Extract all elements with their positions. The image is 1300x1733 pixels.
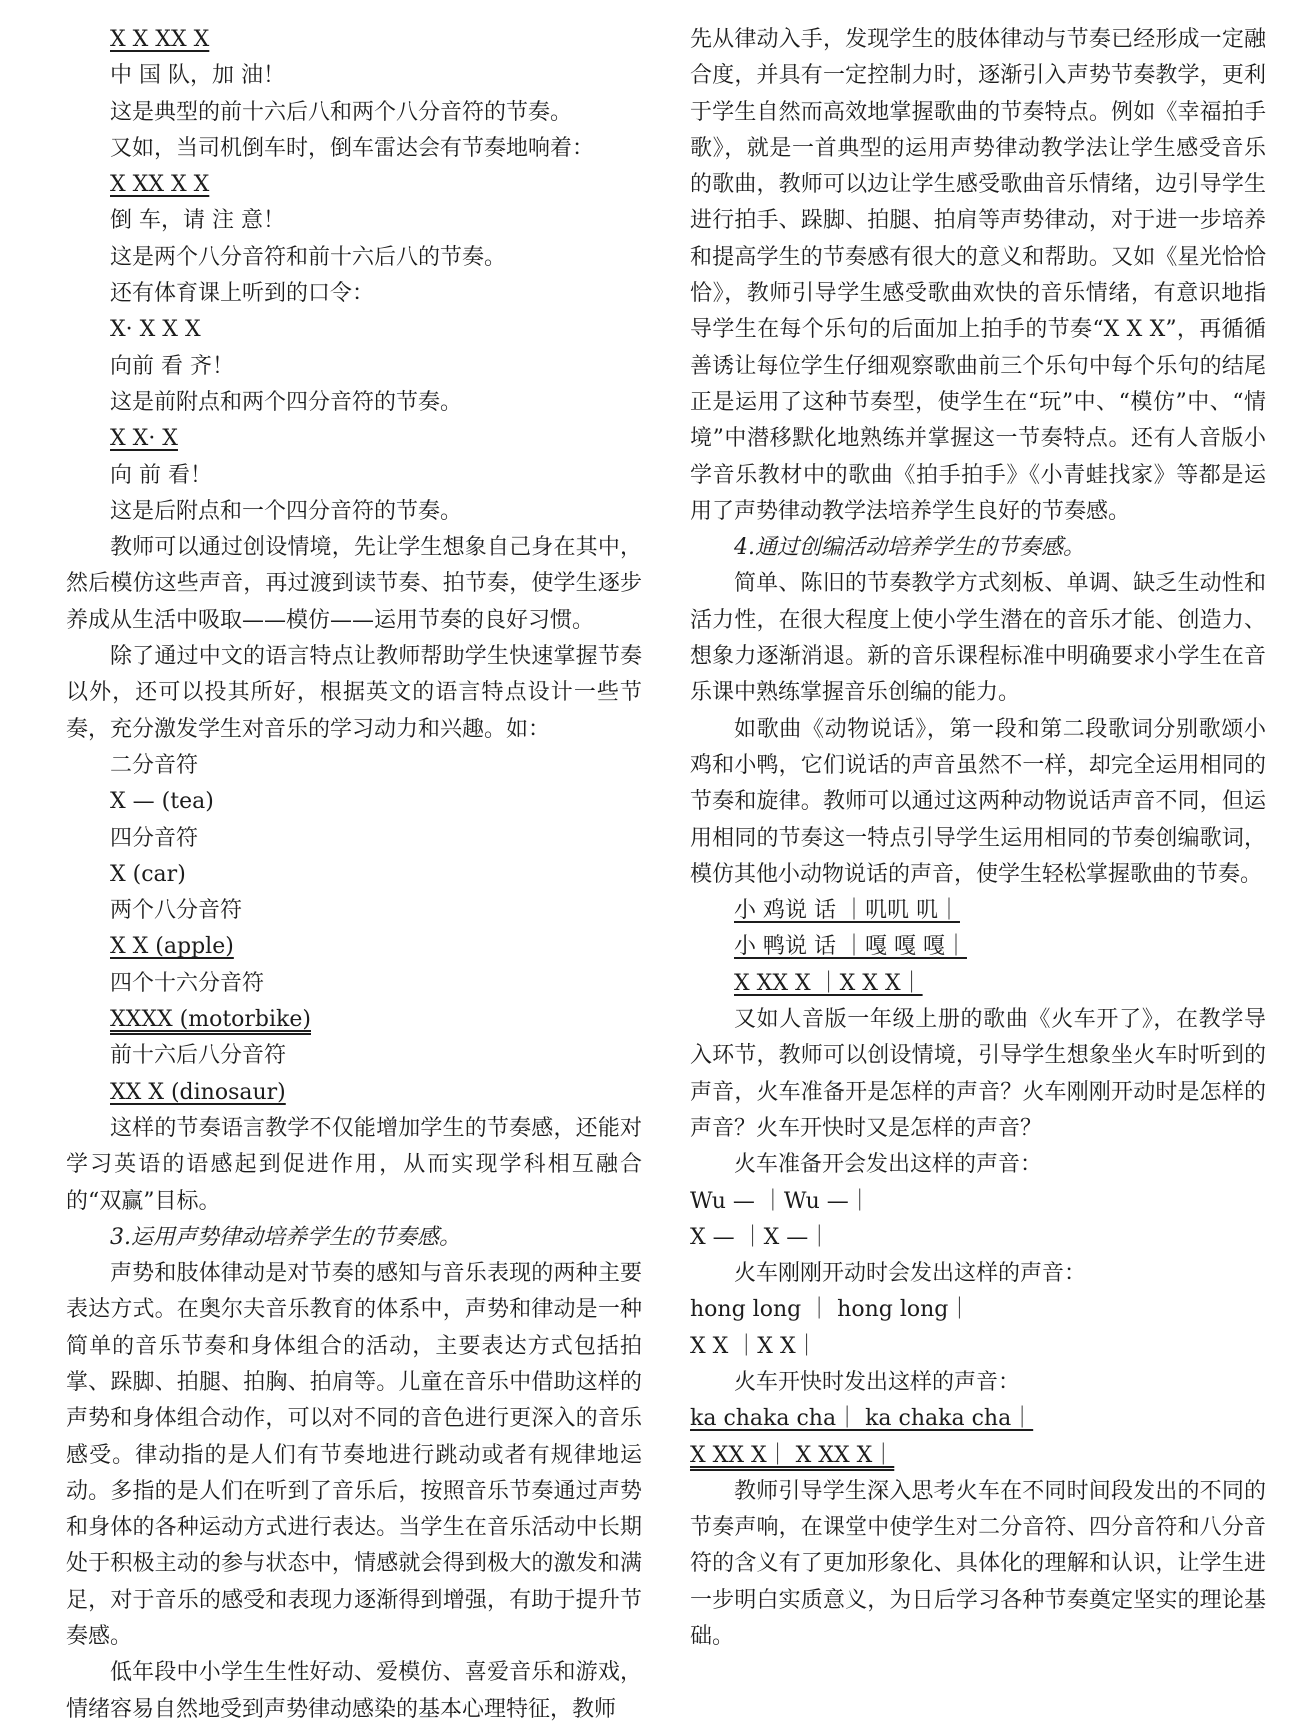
rhythm-notation: X X (apple) [110,934,234,960]
text-line: 二分音符 [110,752,199,778]
left-column [66,22,642,1728]
body-paragraph: 如歌曲《动物说话》，第一段和第二段歌词分别歌颂小鸡和小鸭，它们说话的声音虽然不一样，却完全运用相同的节奏和旋律。教师可以通过这两种动物说话声音不同，但运用相同的节奏这一特点引导学生运用相同的节奏创编歌词，模仿其他小动物说话的声音，使学生轻松掌握歌曲的节奏。 [690,716,1266,887]
lyric-line: 向前 看 齐！ [110,353,234,379]
text-line: 火车刚刚开动时会发出这样的声音： [734,1261,1087,1287]
rhythm-notation: 小 鸭说 话 ｜嘎 嘎 嘎｜ [734,934,967,960]
body-paragraph: 教师可以通过创设情境，先让学生想象自己身在其中，然后模仿这些声音，再过渡到读节奏、拍节奏，使学生逐步养成从生活中吸取——模仿——运用节奏的良好习惯。 [66,535,642,633]
rhythm-notation: ka chaka cha｜ ka chaka cha｜ [690,1406,1034,1432]
text-line: 这是典型的前十六后八和两个八分音符的节奏。 [110,99,573,125]
rhythm-notation: X XX X ｜X X X｜ [734,970,923,996]
rhythm-notation: 小 鸡说 话 ｜叽叽 叽｜ [734,898,960,924]
rhythm-notation: X· X X X [110,317,201,343]
text-line: 这是前附点和两个四分音符的节奏。 [110,389,463,415]
text-line: 火车准备开会发出这样的声音： [734,1152,1043,1178]
right-column [690,22,1266,1655]
rhythm-notation: X X· X [110,426,178,452]
body-paragraph: 又如人音版一年级上册的歌曲《火车开了》，在教学导入环节，教师可以创设情境，引导学生想象坐火车时听到的声音，火车准备开是怎样的声音？火车刚刚开动时是怎样的声音？火车开快时又是怎样的声音？ [690,1007,1266,1141]
text-line: 前十六后八分音符 [110,1043,287,1069]
section-heading: 4.通过创编活动培养学生的节奏感。 [734,535,1085,561]
rhythm-notation: X XX X｜ X XX X｜ [690,1442,895,1468]
body-paragraph: 简单、陈旧的节奏教学方式刻板、单调、缺乏生动性和活力性，在很大程度上使小学生潜在的音乐才能、创造力、想象力逐渐消退。新的音乐课程标准中明确要求小学生在音乐课中熟练掌握音乐创编的能力。 [690,571,1266,706]
rhythm-notation: hong long ｜ hong long｜ [690,1297,971,1323]
text-line: 这是后附点和一个四分音符的节奏。 [110,498,463,524]
text-line: 两个八分音符 [110,898,243,924]
text-line: 这是两个八分音符和前十六后八的节奏。 [110,244,507,270]
text-line: 又如，当司机倒车时，倒车雷达会有节奏地响着： [110,135,595,161]
body-paragraph: 教师引导学生深入思考火车在不同时间段发出的不同的节奏声响，在课堂中使学生对二分音符、四分音符和八分音符的含义有了更加形象化、具体化的理解和认识，让学生进一步明白实质意义，为日后学习各种节奏奠定坚实的理论基础。 [690,1478,1266,1650]
body-paragraph: 声势和肢体律动是对节奏的感知与音乐表现的两种主要表达方式。在奥尔夫音乐教育的体系中，声势和律动是一种简单的音乐节奏和身体组合的活动，主要表达方式包括拍掌、跺脚、拍腿、拍胸、拍肩等。儿童在音乐中借助这样的声势和身体组合动作，可以对不同的音色进行更深入的音乐感受。律动指的是人们有节奏地进行跳动或者有规律地运动。多指的是人们在听到了音乐后，按照音乐节奏通过声势和身体的各种运动方式进行表达。当学生在音乐活动中长期处于积极主动的参与状态中，情感就会得到极大的激发和满足，对于音乐的感受和表现力逐渐得到增强，有助于提升节奏感。 [66,1261,642,1650]
lyric-line: 倒 车，请 注 意！ [110,208,285,234]
text-line: 四分音符 [110,825,199,851]
body-paragraph: 这样的节奏语言教学不仅能增加学生的节奏感，还能对学习英语的语感起到促进作用，从而实现学科相互融合的“双赢”目标。 [66,1115,642,1214]
body-paragraph-continued: 先从律动入手，发现学生的肢体律动与节奏已经形成一定融合度，并具有一定控制力时，逐渐引入声势节奏教学，更利于学生自然而高效地掌握歌曲的节奏特点。例如《幸福拍手歌》，就是一首典型的运用声势律动教学法让学生感受音乐的歌曲，教师可以边让学生感受歌曲音乐情绪，边引导学生进行拍手、跺脚、拍腿、拍肩等声势律动，对于进一步培养和提高学生的节奏感有很大的意义和帮助。又如《星光恰恰恰》，教师引导学生感受歌曲欢快的音乐情绪，有意识地指导学生在每个乐句的后面加上拍手的节奏“X X X”，再循循善诱让每位学生仔细观察歌曲前三个乐句中每个乐句的结尾正是运用了这种节奏型，使学生在“玩”中、“模仿”中、“情境”中潜移默化地熟练并掌握这一节奏特点。还有人音版小学音乐教材中的歌曲《拍手拍手》《小青蛙找家》等都是运用了声势律动教学法培养学生良好的节奏感。 [690,27,1266,524]
section-heading: 3.运用声势律动培养学生的节奏感。 [110,1224,461,1250]
text-line: 火车开快时发出这样的声音： [734,1369,1021,1395]
rhythm-notation: X X XX X [110,27,210,52]
text-line: 四个十六分音符 [110,970,265,996]
rhythm-notation: X XX X X [110,172,210,198]
rhythm-notation: X X ｜X X｜ [690,1333,818,1359]
body-paragraph: 低年段中小学生生性好动、爱模仿、喜爱音乐和游戏，情绪容易自然地受到声势律动感染的基本心理特征，教师 [66,1660,642,1722]
body-paragraph: 除了通过中文的语言特点让教师帮助学生快速掌握节奏以外，还可以投其所好，根据英文的语言特点设计一些节奏，充分激发学生对音乐的学习动力和兴趣。如： [66,644,642,742]
lyric-line: 向 前 看！ [110,462,212,488]
rhythm-notation: X — ｜X —｜ [690,1224,831,1250]
rhythm-notation: Wu — ｜Wu —｜ [690,1188,871,1214]
text-line: 还有体育课上听到的口令： [110,281,375,307]
rhythm-notation: XXXX (motorbike) [110,1007,311,1033]
rhythm-notation: XX X (dinosaur) [110,1079,286,1105]
lyric-line: 中 国 队，加 油！ [110,63,285,89]
rhythm-notation: X (car) [110,861,186,887]
rhythm-notation: X — (tea) [110,789,214,815]
